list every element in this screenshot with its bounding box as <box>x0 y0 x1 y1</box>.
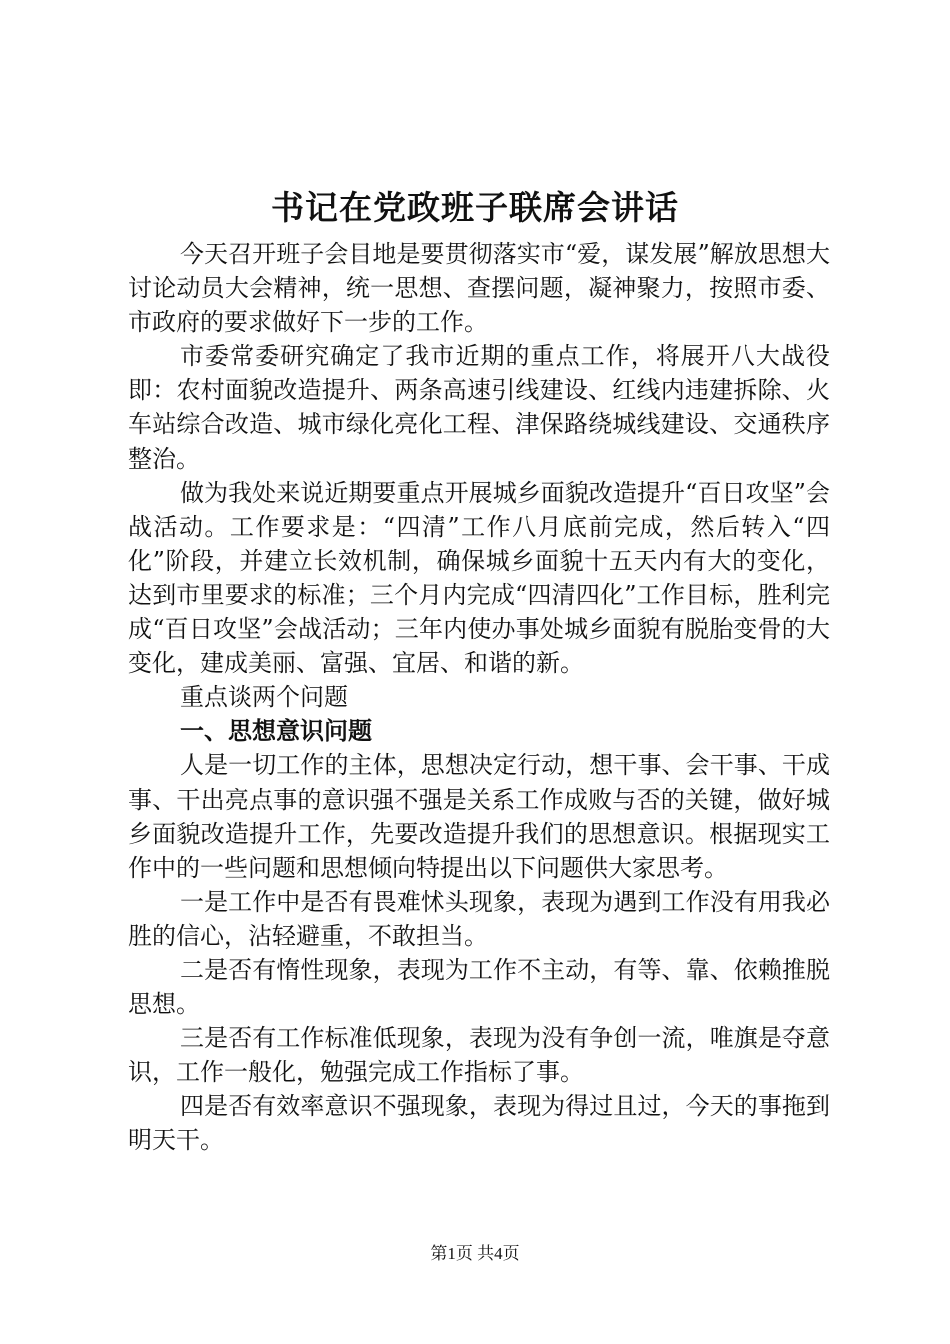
page-footer: 第1页 共4页 <box>430 1244 520 1263</box>
document-body <box>128 237 830 1158</box>
paragraph-key-work: 市委常委研究确定了我市近期的重点工作，将展开八大战役即：农村面貌改造提升、两条高速引线建设、红线内违建拆除、火车站综合改造、城市绿化亮化工程、津保路绕城线建设、交通秩序整治。 <box>128 342 830 473</box>
paragraph-campaign: 做为我处来说近期要重点开展城乡面貌改造提升“百日攻坚”会战活动。工作要求是：“四清”工作八月底前完成，然后转入“四化”阶段，并建立长效机制，确保城乡面貌十五天内有大的变化，达到市里要求的标准；三个月内完成“四清四化”工作目标，胜利完成“百日攻坚”会战活动；三年内使办事处城乡面貌有脱胎变骨的大变化，建成美丽、富强、宜居、和谐的新。 <box>128 478 830 678</box>
paragraph-point-four: 四是否有效率意识不强现象，表现为得过且过，今天的事拖到明天干。 <box>128 1092 830 1155</box>
document-title: 书记在党政班子联席会讲话 <box>271 188 679 227</box>
section-heading: 一、思想意识问题 <box>180 716 372 746</box>
paragraph-point-one: 一是工作中是否有畏难怵头现象，表现为遇到工作没有用我必胜的信心，沾轻避重，不敢担当。 <box>128 887 830 950</box>
paragraph-intro: 今天召开班子会目地是要贯彻落实市“爱，谋发展”解放思想大讨论动员大会精神，统一思想、查摆问题，凝神聚力，按照市委、市政府的要求做好下一步的工作。 <box>128 240 830 337</box>
paragraph-two-issues: 重点谈两个问题 <box>180 683 348 712</box>
paragraph-point-three: 三是否有工作标准低现象，表现为没有争创一流，唯旗是夺意识，工作一般化，勉强完成工作指标了事。 <box>128 1024 830 1087</box>
paragraph-mindset: 人是一切工作的主体，思想决定行动，想干事、会干事、干成事、干出亮点事的意识强不强是关系工作成败与否的关键，做好城乡面貌改造提升工作，先要改造提升我们的思想意识。根据现实工作中的一些问题和思想倾向特提出以下问题供大家思考。 <box>128 751 830 882</box>
paragraph-point-two: 二是否有惰性现象，表现为工作不主动，有等、靠、依赖推脱思想。 <box>128 955 830 1019</box>
